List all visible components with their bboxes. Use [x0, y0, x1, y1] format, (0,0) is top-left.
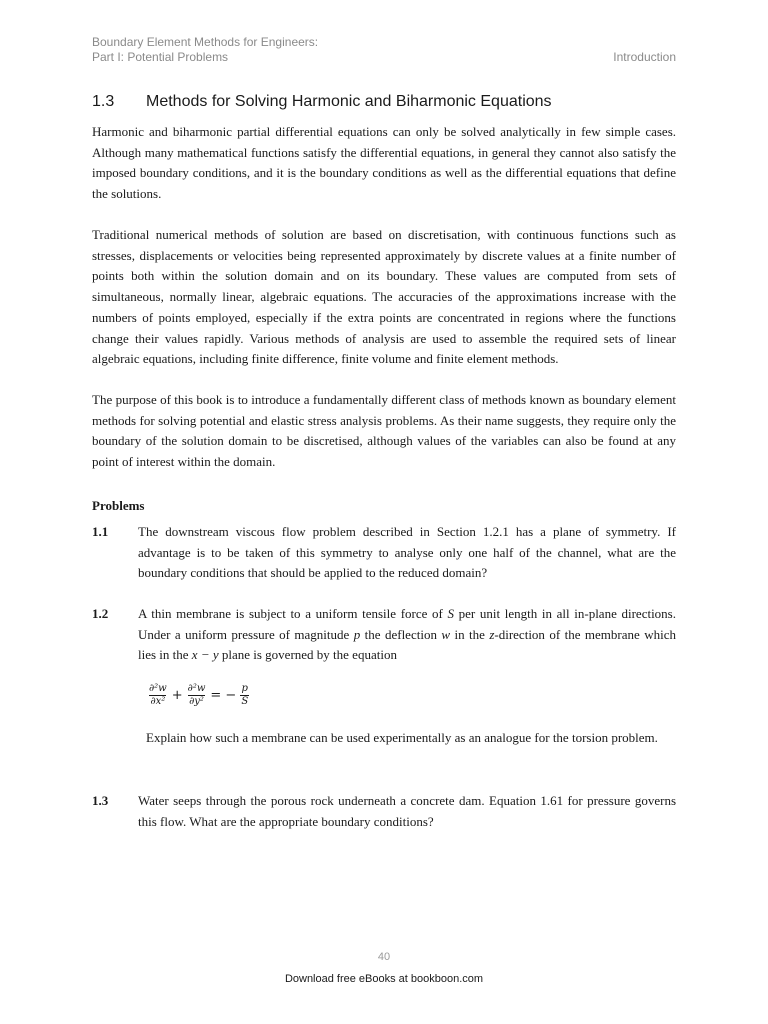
problem-number: 1.2: [92, 606, 109, 621]
section-title: Methods for Solving Harmonic and Biharmonic Equations: [146, 93, 552, 110]
fraction: $\frac{p}{S}$: [241, 682, 249, 707]
running-header: [92, 35, 318, 65]
fraction: $\frac{\text{∂²w}}{\text{∂y²}}$: [187, 682, 206, 707]
problem-text: A thin membrane is subject to a uniform tensile force of S per unit length in all in-plane directions. Under a uniform pressure of magnitude p the deflection w in the z-direction of the membrane which lies in the x − y plane is governed by the equation: [138, 606, 676, 663]
paragraph: Harmonic and biharmonic partial differential equations can only be solved analytically in few simple cases. Although many mathematical functions satisfy the differential equations, in general they cannot also satisfy the imposed boundary conditions, and it is the boundary conditions as well as the differential equations that define the solutions.: [92, 124, 676, 202]
problem-text: Water seeps through the porous rock underneath a concrete dam. Equation 1.61 for pressure governs this flow. What are the appropriate boundary conditions?: [138, 793, 676, 829]
problems-title: Problems: [92, 498, 145, 513]
paragraph: The purpose of this book is to introduce a fundamentally different class of methods known as boundary element methods for solving potential and elastic stress analysis problems. As their name suggests, they require only the boundary of the solution domain to be discretised, although values of the variables can also be found at any point of interest within the domain.: [92, 392, 676, 470]
problem-item: [92, 604, 676, 666]
problem-number: 1.3: [92, 793, 109, 808]
problem-item: [92, 522, 676, 584]
book-title: Boundary Element Methods for Engineers:: [92, 35, 319, 49]
page-number: 40: [377, 951, 391, 963]
fraction: $\frac{\text{∂²w}}{\text{∂x²}}$: [149, 682, 167, 707]
section-heading: [92, 92, 676, 112]
paragraph: Traditional numerical methods of solution are based on discretisation, with continuous functions such as stresses, displacements or velocities being represented approximately by discrete values at a finite number of points both within the solution domain and on its boundary. These values are computed from sets of simultaneous, normally linear, algebraic equations. The accuracies of the approximations increase with the numbers of points employed, especially if the extra points are concentrated in regions where the functions change their values rapidly. Various methods of analysis are used to assemble the required sets of linear algebraic equations, including finite difference, finite volume and finite element methods.: [92, 227, 676, 367]
problem-item: [92, 791, 676, 832]
part-title: Part I: Potential Problems: [92, 50, 229, 64]
footer-link[interactable]: Download free eBooks at bookboon.com: [284, 973, 484, 985]
problem-number: 1.1: [92, 524, 109, 539]
chapter-title: Introduction: [613, 50, 676, 64]
problem-text: The downstream viscous flow problem described in Section 1.2.1 has a plane of symmetry. If advantage is to be taken of this symmetry to analyse only one half of the channel, what are the boundary conditions that should be applied to the reduced domain?: [138, 524, 676, 581]
section-number: 1.3: [92, 93, 115, 110]
membrane-equation: $\frac{\text{∂²w}}{\text{∂x²}}$ + $\frac{\text{∂²w}}{\text{∂y²}}$ = − $\frac{p}{S}$: [149, 682, 249, 707]
problem-followup: Explain how such a membrane can be used experimentally as an analogue for the torsion problem.: [146, 730, 658, 745]
